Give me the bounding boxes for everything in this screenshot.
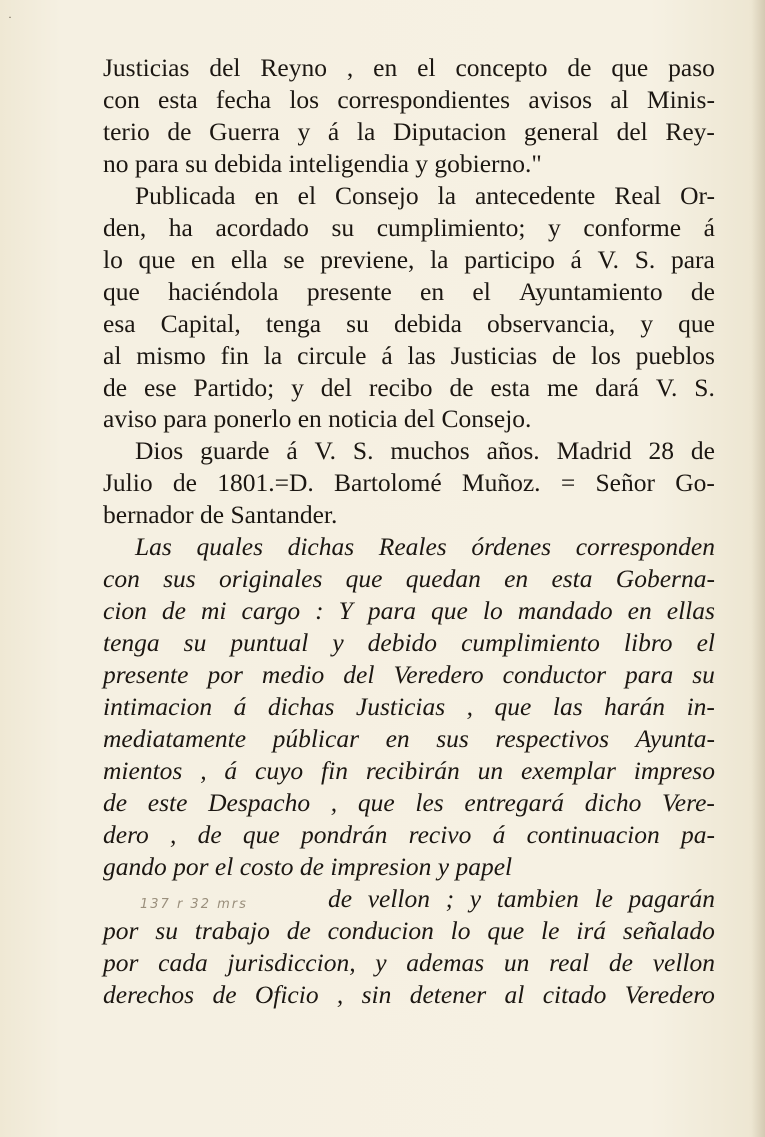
text-line: dero , de que pondrán recivo á continuacion pa- — [103, 819, 715, 849]
text-line: gando por el costo de impresion y papel — [103, 851, 513, 881]
corner-mark: · — [8, 10, 12, 24]
text-line: por su trabajo de conducion lo que le irá señalado — [103, 915, 715, 945]
text-line: mediatamente públicar en sus respectivos Ayunta- — [103, 723, 715, 753]
text-line: mientos , á cuyo fin recibirán un exemplar impreso — [103, 755, 715, 785]
text-line: presente por medio del Veredero conductor para su — [103, 660, 715, 690]
text-line: Justicias del Reyno , en el concepto de que paso — [103, 53, 715, 82]
text-line: derechos de Oficio , sin detener al citado Veredero — [103, 979, 715, 1009]
text-line: intimacion á dichas Justicias , que las harán in- — [103, 692, 715, 721]
text-line: con esta fecha los correspondientes avisos al Minis- — [103, 84, 715, 114]
text-line: aviso para ponerlo en noticia del Consejo. — [103, 404, 532, 434]
page-edge-shadow — [751, 0, 765, 1137]
text-line: que haciéndola presente en el Ayuntamiento de — [103, 276, 715, 306]
text-line: no para su debida inteligendia y gobierno." — [103, 148, 542, 178]
text-line: de vellon ; y tambien le pagarán — [328, 883, 715, 913]
text-line: lo que en ella se previene, la participo á V. S. para — [103, 244, 715, 274]
text-line: de ese Partido; y del recibo de esta me dará V. S. — [103, 372, 715, 402]
handwritten-note: 137 r 32 mrs — [140, 897, 248, 912]
text-line: de este Despacho , que les entregará dicho Vere- — [103, 787, 715, 817]
text-line: Las quales dichas Reales órdenes corresponden — [135, 532, 715, 562]
text-line: den, ha acordado su cumplimiento; y conforme á — [103, 212, 715, 242]
text-line: terio de Guerra y á la Diputacion general del Rey- — [103, 116, 715, 146]
text-line: Dios guarde á V. S. muchos años. Madrid 28 de — [135, 436, 715, 466]
text-line: cion de mi cargo : Y para que lo mandado en ellas — [103, 596, 715, 626]
text-line: bernador de Santander. — [103, 500, 338, 530]
text-line: al mismo fin la circule á las Justicias de los pueblos — [103, 340, 715, 370]
text-line: Publicada en el Consejo la antecedente Real Or- — [135, 180, 715, 210]
text-line: Julio de 1801.=D. Bartolomé Muñoz. = Señor Go- — [103, 468, 715, 498]
text-line: por cada jurisdiccion, y ademas un real de vellon — [103, 947, 715, 977]
text-line: esa Capital, tenga su debida observancia, y que — [103, 308, 715, 338]
text-line: con sus originales que quedan en esta Goberna- — [103, 564, 715, 594]
text-line: tenga su puntual y debido cumplimiento libro el — [103, 628, 715, 658]
